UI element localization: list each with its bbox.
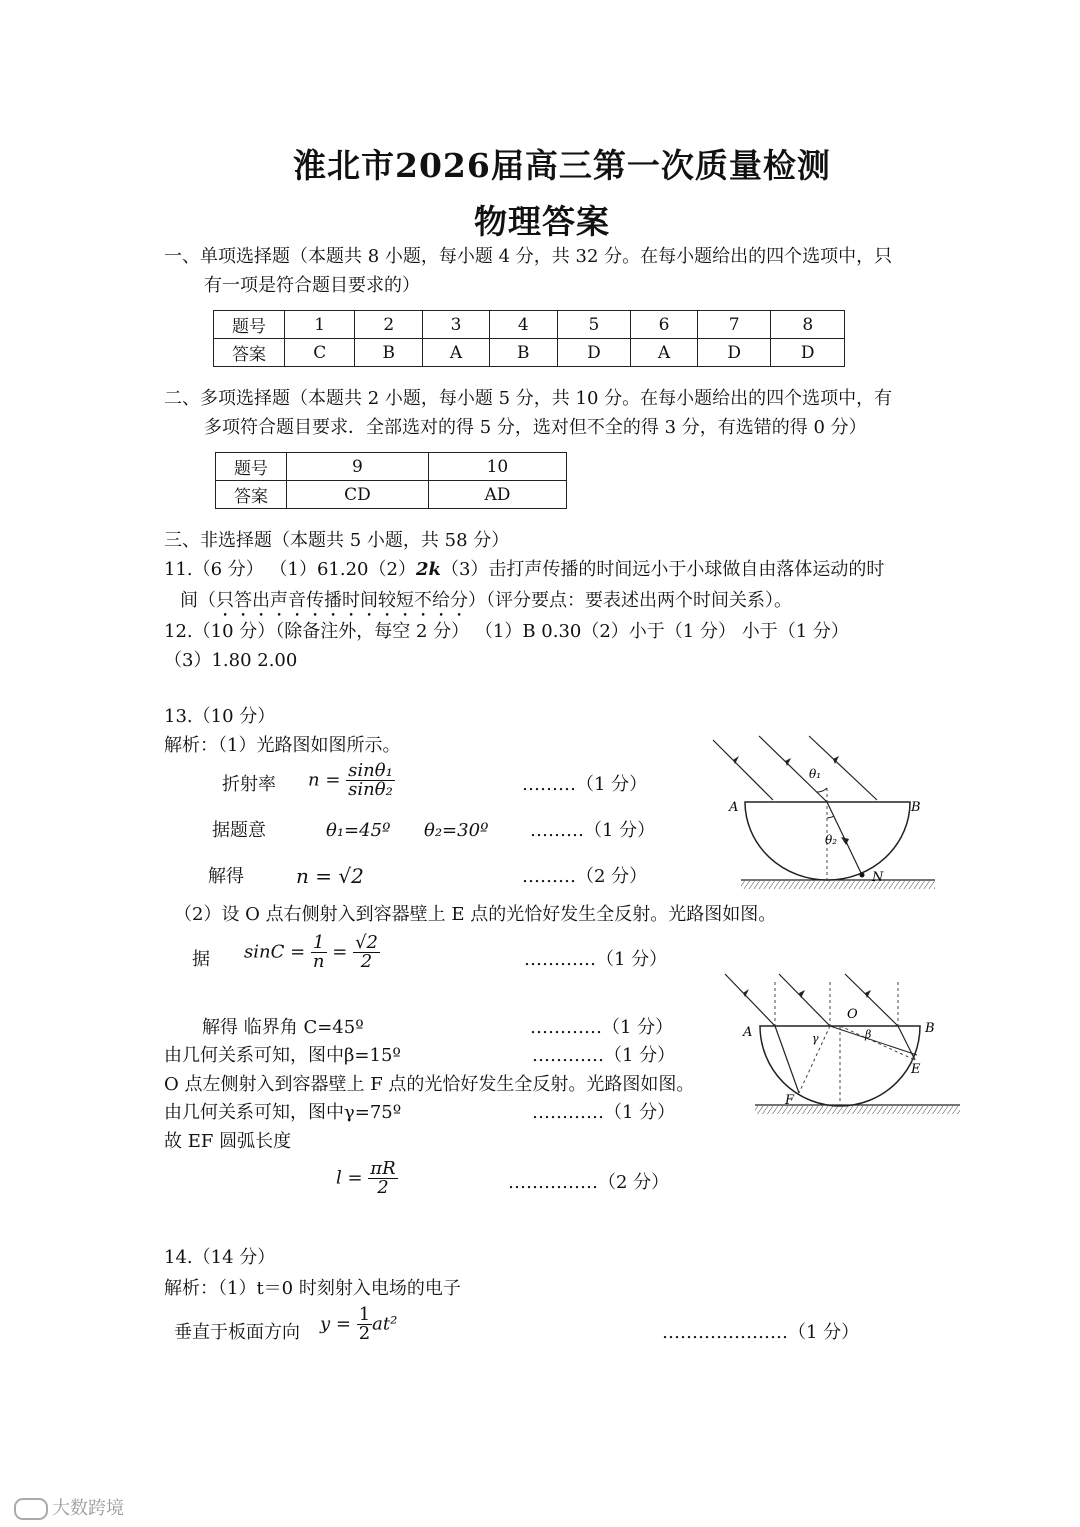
q13-sinc-lhs: sinC =: [244, 941, 306, 963]
fig2-label-a: A: [743, 1025, 753, 1040]
q12-line2: （3）1.80 2.00: [164, 650, 298, 671]
table-cell: 9: [287, 453, 429, 481]
q11-text-d: ）（评分要点：要表述出两个时间关系）。: [468, 590, 792, 611]
q14-y-formula: [320, 1306, 397, 1343]
q13-frac-2: 2: [360, 951, 373, 972]
q14-at2: at²: [372, 1313, 398, 1335]
fig1-ground-hatch: [741, 881, 935, 889]
fig1-label-b: B: [911, 800, 921, 815]
table-cell: D: [771, 339, 845, 367]
q13-n-result: n = √2: [296, 864, 364, 888]
q13-sinc-frac1: [311, 934, 327, 971]
q13-score3: ………（2 分）: [522, 866, 648, 887]
q14-head: 14.（14 分）: [164, 1247, 276, 1268]
q14-half-2: 2: [358, 1323, 371, 1344]
q14-intro: 解析：（1）t＝0 时刻射入电场的电子: [164, 1278, 461, 1299]
fig2-label-o: O: [847, 1007, 858, 1022]
q13-frac-1: 1: [311, 934, 327, 953]
q13-score2: ………（1 分）: [530, 820, 656, 841]
q13-left-side: O 点左侧射入到容器壁上 F 点的光恰好发生全反射。光路图如图。: [164, 1074, 695, 1095]
table-cell: CD: [287, 481, 429, 509]
q13-score5: …………（1 分）: [530, 1017, 674, 1038]
table-cell: A: [423, 339, 490, 367]
q11-line2: [180, 590, 792, 621]
figure-2-total-reflection: [715, 960, 965, 1120]
q12-line1: 12.（10 分）（除备注外，每空 2 分） （1）B 0.30（2）小于（1 分） 小于（1 分）: [164, 621, 849, 642]
q14-y-lhs: y =: [320, 1313, 351, 1335]
fig2-refracted-left: [775, 1026, 799, 1093]
fig2-label-f: F: [785, 1093, 795, 1108]
fig2-ray-left: [725, 974, 775, 1026]
q13-score1: ………（1 分）: [522, 774, 648, 795]
q13-sin2: sinθ₂: [348, 779, 393, 800]
watermark: [14, 1494, 124, 1520]
q13-score4: …………（1 分）: [524, 949, 668, 970]
page-title: 淮北市2026届高三第一次质量检测: [293, 146, 831, 185]
table-row: [216, 453, 567, 481]
fig1-label-a: A: [729, 800, 739, 815]
q13-pi-r: πR: [370, 1158, 396, 1179]
q13-theta1: θ₁=45º: [326, 820, 391, 841]
table-cell: 7: [697, 311, 771, 339]
watermark-text: 大数跨境: [52, 1498, 124, 1519]
q13-two: 2: [377, 1177, 389, 1198]
table-cell: 答案: [214, 339, 285, 367]
q11-line1: [164, 561, 884, 579]
q11-text-c: 间（: [180, 590, 216, 611]
q13-intro: 解析：（1）光路图如图所示。: [164, 735, 401, 756]
q11-text-b: （3）击打声传播的时间远小于小球做自由落体运动的时: [440, 559, 885, 580]
q13-sinc-formula: [244, 934, 380, 971]
fig2-refracted-right: [898, 1026, 915, 1060]
table-cell: D: [697, 339, 771, 367]
table-cell: C: [285, 339, 355, 367]
q13-frac-sqrt2: √2: [355, 932, 378, 953]
q13-part2: （2）设 O 点右侧射入到容器壁上 E 点的光恰好发生全反射。光路图如图。: [174, 904, 777, 925]
q13-score6: …………（1 分）: [532, 1045, 676, 1066]
q13-l-fraction: [368, 1160, 397, 1197]
q13-critical: 解得 临界角 C=45º: [202, 1017, 364, 1038]
q11-emphasis: 只答出声音传播时间较短不给分: [216, 590, 468, 611]
fig1-angle-arc-1: [817, 788, 827, 792]
table-row: [214, 339, 845, 367]
fig1-angle-arc-2: [827, 816, 834, 818]
fig1-ray-1: [713, 740, 773, 800]
q13-solve-label: 解得: [208, 866, 244, 887]
page-subtitle: 物理答案: [474, 202, 610, 241]
fig1-label-n: N: [872, 870, 884, 885]
single-choice-table: [213, 310, 845, 367]
fig2-ray-mid: [779, 974, 830, 1026]
section3-line1: 三、非选择题（本题共 5 小题，共 58 分）: [164, 530, 510, 551]
table-cell: 6: [631, 311, 698, 339]
q13-l-formula: [336, 1160, 398, 1197]
q14-half-1: 1: [358, 1304, 371, 1325]
q13-sinc-frac2: [353, 934, 380, 971]
q13-head: 13.（10 分）: [164, 706, 276, 727]
q11-k: 2k: [415, 559, 441, 580]
q14-half: [357, 1306, 372, 1343]
fig1-arrow-4: [841, 837, 849, 845]
section2-line1: 二、多项选择题（本题共 2 小题，每小题 5 分，共 10 分。在每小题给出的四个选项中，有: [164, 388, 893, 409]
fig2-label-gamma: γ: [812, 1032, 819, 1045]
q13-beta: 由几何关系可知，图中β=15º: [164, 1045, 401, 1066]
table-cell: 题号: [216, 453, 287, 481]
fig1-point-n: [860, 873, 865, 878]
table-cell: AD: [428, 481, 566, 509]
table-cell: A: [631, 339, 698, 367]
fig1-label-theta2: θ₂: [825, 833, 838, 847]
q13-given-label: 据题意: [212, 820, 266, 841]
fig2-dashed-e: [840, 1026, 915, 1060]
fig2-label-e: E: [911, 1062, 921, 1077]
table-cell: B: [489, 339, 557, 367]
table-cell: 答案: [216, 481, 287, 509]
table-cell: 1: [285, 311, 355, 339]
q13-gamma: 由几何关系可知，图中γ=75º: [164, 1102, 402, 1123]
fig1-label-theta1: θ₁: [809, 767, 822, 781]
section1-line1: 一、单项选择题（本题共 8 小题，每小题 4 分，共 32 分。在每小题给出的四个选项中，只: [164, 246, 893, 267]
q13-eq: =: [332, 941, 348, 963]
q13-frac-n: n: [312, 951, 325, 972]
q13-theta2: θ₂=30º: [424, 820, 489, 841]
q13-refraction-label: 折射率: [222, 774, 276, 795]
q13-arc: 故 EF 圆弧长度: [164, 1131, 292, 1152]
q13-n-lhs: n =: [308, 769, 341, 791]
fig2-label-b: B: [925, 1021, 935, 1036]
fig2-label-beta: β: [865, 1028, 872, 1041]
table-cell: 3: [423, 311, 490, 339]
table-cell: 题号: [214, 311, 285, 339]
table-cell: D: [557, 339, 631, 367]
table-row: [214, 311, 845, 339]
table-cell: 8: [771, 311, 845, 339]
table-cell: 4: [489, 311, 557, 339]
q13-sin1: sinθ₁: [348, 760, 393, 781]
section1-line2: 有一项是符合题目要求的）: [204, 275, 420, 296]
multi-choice-table: [215, 452, 567, 509]
q13-n-formula: [308, 762, 395, 799]
q13-ju: 据: [192, 949, 210, 970]
q13-l-lhs: l =: [336, 1167, 363, 1189]
section2-line2: 多项符合题目要求．全部选对的得 5 分，选对但不全的得 3 分，有选错的得 0 分）: [204, 417, 867, 438]
watermark-logo-icon: [14, 1498, 48, 1520]
table-cell: 5: [557, 311, 631, 339]
q14-direction: 垂直于板面方向: [174, 1322, 300, 1343]
figure-1-optical-path: [705, 730, 940, 895]
q14-score: …………………（1 分）: [662, 1322, 860, 1343]
q13-score7: …………（1 分）: [532, 1102, 676, 1123]
q13-n-fraction: [346, 762, 395, 799]
q11-text-a: 11.（6 分） （1）61.20（2）: [164, 559, 416, 580]
q13-score8: ……………（2 分）: [508, 1172, 670, 1193]
table-cell: 2: [355, 311, 423, 339]
table-row: [216, 481, 567, 509]
table-cell: B: [355, 339, 423, 367]
fig2-ray-to-e: [830, 1026, 917, 1055]
table-cell: 10: [428, 453, 566, 481]
